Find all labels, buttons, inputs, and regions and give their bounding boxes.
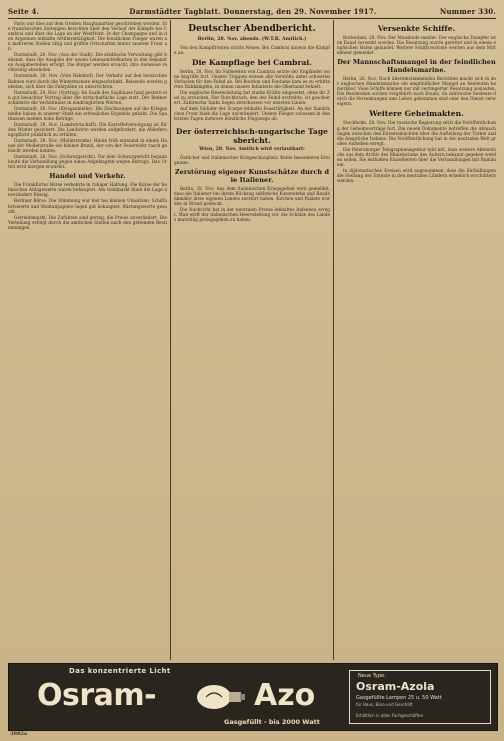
print-code: 3982a (10, 731, 28, 737)
ad-range: Gasgefüllt - bis 2000 Watt (224, 718, 320, 726)
dateline: Berlin, 28. Nov. abends. (W.T.B. Amtlich.) (197, 37, 307, 42)
lightbulb-icon (194, 682, 246, 712)
ad-brand-osram: Osram- (37, 678, 157, 713)
left-lead: Paris war dies auf dem Großen Hauptquartier geschrieben worden. Die französischen Zeitungen berichten über den Verlauf der Kämpfe bei Cambrai und über die Lage an der Westfront. In der Champagne und in den Argonnen lebhafte Artillerietätigkeit. Die feindlichen Flieger waren an mehreren Stellen tätig und griffen Ortschaften hinter unserer Front an. (8, 21, 167, 52)
ad-brand-azo: Azo (254, 678, 316, 713)
ad-new-type-box (349, 670, 491, 724)
secret-paragraph: Stockholm, 28. Nov. Die russische Regierung setzt die Veröffentlichung der Geheimverträge fort. Die neuen Dokumente betreffen die Abmachungen zwischen den Ententemächten über die Aufteilung der Türkei und die Ansprüche Italiens. Die Veröffentlichung hat in der neutralen Welt großes Aufsehen erregt. (337, 120, 496, 146)
article-paragraph: Berlin, 28. Nov. Im Südwesten von Cambrai setzte der Engländer seine Angriffe fort. Unsere Truppen wiesen alle Vorstöße unter schweren Verlusten für den Feind ab. Bei Bourlon und Fontaine kam es zu erbitterten Nahkämpfen, in denen unsere Infanterie die Oberhand behielt. (174, 68, 330, 89)
trade-paragraph: Berliner Börse. Die Stimmung war fest bei kleinen Umsätzen. Schiffahrtswerte und Montanpapiere lagen gut behauptet, Rüstungswerte gesucht. (8, 198, 167, 214)
italy-paragraph: Die Nachricht hat in der neutralen Presse lebhaftes Aufsehen erregt. Man wirft der italienischen Heeresleitung vor, die Schätze des Landes mutwillig preisgegeben zu haben. (174, 207, 330, 223)
left-paragraph: Darmstadt, 28. Nov. (Kriegsanleihe). Die Zeichnungen auf die Kriegsanleihe haben in unserer Stadt ein erfreuliches Ergebnis gehabt. Die Sparkassen melden hohe Beträge. (8, 105, 167, 121)
right-column (337, 21, 496, 659)
dateline-austria: Wien, 28. Nov. Amtlich wird verlautbart: (199, 147, 305, 153)
left-paragraph: Darmstadt, 28. Nov. (Mollerstraße). Heute früh entstand in einem Hause der Mollerstraße ein kleiner Brand, der von der Feuerwehr rasch gelöscht werden konnte. (8, 138, 167, 154)
left-paragraph: Darmstadt, 28. Nov. (Vortrag). Im Saale des Saalbaues fand gestern ein gut besuchter Vortrag über die wirtschaftliche Lage statt. Der Redner schilderte die Verhältnisse in eindringlichen Worten. (8, 89, 167, 105)
ad-box-line: für Haus, Büro und Geschäft (356, 702, 413, 707)
middle-column (174, 21, 330, 659)
headline-merchant-marine: Der Mannschaftsmangel in der feindlichen Handelsmarine. (337, 58, 496, 75)
ad-box-brand: Osram-Azola (356, 680, 435, 693)
trade-paragraph: Getreidemarkt. Die Zufuhren sind gering, die Preise unverändert. Die Verteilung erfolgt durch die amtlichen Stellen nach den geltenden Bestimmungen. (8, 214, 167, 230)
ships-paragraph: Rotterdam, 28. Nov. Der Maasbode meldet: Der englische Dampfer ist im Kanal versenkt worden. Die Besatzung wurde gerettet und in einem englischen Hafen gelandet. Weitere Schiffsverluste werden aus dem Mittelmeer gemeldet. (337, 35, 496, 56)
column-divider-1 (170, 20, 171, 660)
article-paragraph: Die englische Heeresleitung hat starke Kräfte eingesetzt, ohne ihr Ziel zu erreichen. Der Durchbruch, den der Feind erstrebte, ist gescheitert. Zahlreiche Tanks liegen zerschossen vor unseren Linien. (174, 89, 330, 105)
osram-advertisement (8, 663, 498, 731)
issue-number: Nummer 330. (439, 7, 496, 16)
marine-paragraph: Berlin, 28. Nov. Nach übereinstimmenden Berichten macht sich in der englischen Handelsmarine ein empfindlicher Mangel an Seeleuten bemerkbar. Viele Schiffe können nur mit verringerter Besatzung auslaufen. Die Reedereien suchen vergeblich nach Ersatz, da zahlreiche Seeleute durch die Versenkungen ums Leben gekommen sind oder den Dienst verweigern. (337, 76, 496, 107)
ad-tagline: Das konzentrierte Licht (69, 667, 171, 675)
left-paragraph: Darmstadt, 28. Nov. (Landwirtschaft). Die Kartoffelversorgung ist für den Winter gesichert. Die Landwirte werden aufgefordert, die Ablieferungspflicht pünktlich zu erfüllen. (8, 121, 167, 137)
ad-new-label: Neue Type: (358, 673, 386, 679)
section-heading-trade: Handel und Verkehr. (49, 172, 126, 181)
ad-box-line: Erhältlich in allen Fachgeschäften (356, 713, 424, 718)
secret-paragraph: Die Petersburger Telegraphenagentur teilt mit, dass weitere Aktenstücke aus dem Archiv des Ministeriums des Äußern bekannt gegeben werden sollen. Sie enthalten Einzelheiten über die Verhandlungen mit Rumänien. (337, 146, 496, 167)
page-number: Seite 4. (8, 7, 40, 16)
secret-paragraph: In diplomatischen Kreisen wird angenommen, dass die Enthüllungen die Stellung der Entente in den neutralen Ländern erheblich erschüttern werden. (337, 167, 496, 183)
austria-paragraph: Östlicher und Italienischer Kriegsschauplatz: Keine besonderen Ereignisse. (174, 154, 330, 165)
masthead: Darmstädter Tagblatt. Donnerstag, den 29. November 1917. (129, 7, 377, 16)
header-rule (8, 18, 496, 19)
ad-box-line: Gasgefüllte Lampen 25 u. 50 Watt (356, 695, 442, 701)
headline-italy: Zerstörung eigener Kunstschätze durch die Italiener. (174, 167, 330, 184)
page-header (8, 5, 496, 17)
left-column (8, 21, 167, 659)
headline-cambrai: Die Kampflage bei Cambrai. (192, 57, 312, 67)
intro-paragraph: Von den Kampffronten nichts Neues. Bei Cambrai dauern die Kämpfe an. (174, 44, 330, 55)
italy-paragraph: Berlin, 28. Nov. Aus dem italienischen Kriegsgebiet wird gemeldet, dass die Italiener bei ihrem Rückzug zahlreiche Kunstwerke und Baudenkmäler ihres eigenen Landes zerstört haben. Kirchen und Paläste wurden in Brand gesteckt. (174, 185, 330, 206)
column-divider-2 (333, 20, 334, 660)
left-paragraph: Darmstadt, 28. Nov. (Schwurgericht). Vor dem Schwurgericht begann heute die Verhandlung gegen einen Angeklagten wegen Betrugs. Das Urteil wird morgen erwartet. (8, 154, 167, 170)
headline-ships: Versenkte Schiffe. (377, 24, 456, 33)
headline-austria: Der österreichisch-ungarische Tagesbericht. (176, 127, 328, 146)
headline-secret-files: Weitere Geheimakten. (369, 109, 464, 119)
headline-abendbericht: Deutscher Abendbericht. (188, 24, 316, 34)
trade-paragraph: Die Frankfurter Börse verkehrte in ruhiger Haltung. Die Kurse der heimischen Anlagewerte waren behauptet. Am Geldmarkt blieb die Lage unverändert flüssig. (8, 182, 167, 198)
article-paragraph: Auf dem Südufer der Scarpe lebhafte Feuertätigkeit. An der flandrischen Front blieb die Lage unverändert. Unsere Flieger schossen in den letzten Tagen mehrere feindliche Flugzeuge ab. (174, 106, 330, 122)
left-paragraph: Darmstadt, 28. Nov. (Vom Bahnhof). Der Verkehr auf den hessischen Bahnen wird durch die Wintermonate eingeschränkt. Reisende werden gebeten, sich über die Fahrpläne zu unterrichten. (8, 73, 167, 89)
left-paragraph: Darmstadt, 28. Nov. (Aus der Stadt). Die städtische Verwaltung gibt bekannt, dass die Ausgabe der neuen Lebensmittelkarten in den bekannten Ausgabestellen erfolgt. Die Bürger werden ersucht, ihre Ausweise rechtzeitig abzuholen. (8, 52, 167, 73)
